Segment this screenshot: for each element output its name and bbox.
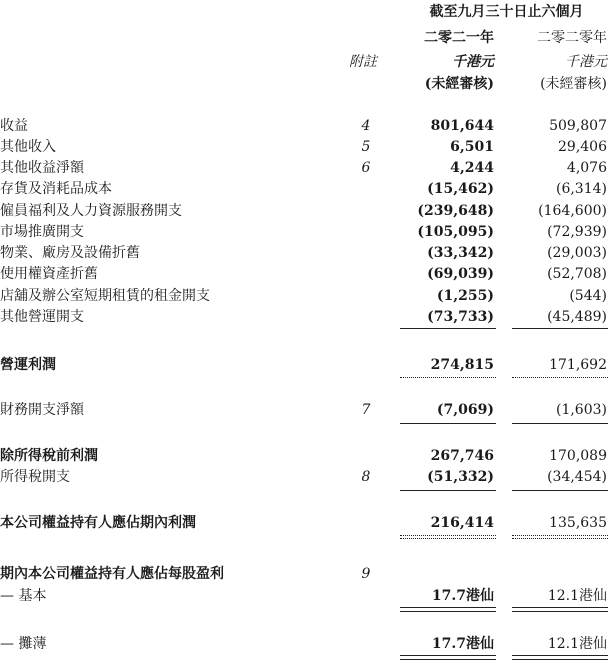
row-value-2020: 135,635 [549, 515, 607, 531]
row-value-2020: (164,600) [538, 203, 607, 219]
row-label-operating-profit: 營運利潤 [0, 357, 56, 373]
row-value-2021: 4,244 [450, 160, 494, 176]
row-value-2020: (1,603) [555, 402, 607, 418]
subtotal-rule [512, 490, 608, 491]
row-label-income-tax: 所得稅開支 [0, 469, 70, 485]
row-value-2021: (105,095) [417, 224, 494, 240]
grand-total-rule [400, 535, 496, 539]
row-value-2021: (239,648) [417, 203, 494, 219]
row-label-short-term-lease: 店舖及辦公室短期租賃的租金開支 [0, 288, 210, 304]
col1-unit: 千港元 [452, 54, 494, 70]
row-label-marketing: 市場推廣開支 [0, 224, 84, 240]
period-heading: 截至九月三十日止六個月 [429, 4, 584, 20]
row-note: 9 [361, 566, 371, 582]
col2-audit: (未經審核) [540, 76, 607, 92]
row-value-2021: (1,255) [436, 288, 494, 304]
row-label-other-income: 其他收入 [0, 139, 56, 155]
row-note: 8 [361, 469, 371, 485]
row-value-2021: 274,815 [430, 357, 494, 373]
row-value-2021: 6,501 [450, 139, 494, 155]
row-note: 5 [361, 139, 371, 155]
row-value-2020: (29,003) [547, 245, 607, 261]
subtotal-rule [400, 490, 496, 491]
row-value-2020: (45,489) [547, 309, 607, 325]
row-value-2021: (33,342) [427, 245, 494, 261]
row-label-profit-before-tax: 除所得稅前利潤 [0, 448, 98, 464]
row-value-2021: (73,733) [427, 309, 494, 325]
row-value-2020: (72,939) [547, 224, 607, 240]
double-rule [400, 607, 496, 612]
notes-label: 附註 [349, 54, 377, 70]
subtotal-rule [400, 328, 496, 329]
row-note: 4 [361, 118, 371, 134]
col2-unit: 千港元 [565, 54, 607, 70]
total-rule [512, 377, 608, 378]
row-value-2020: (52,708) [547, 266, 607, 282]
row-value-2020: 170,089 [549, 448, 607, 464]
row-value-2020: (6,314) [555, 181, 607, 197]
col1-year: 二零二一年 [424, 30, 494, 46]
row-label-eps-basic: — 基本 [0, 588, 47, 604]
double-rule [512, 607, 608, 612]
row-label-employee-benefits: 僱員福利及人力資源服務開支 [0, 203, 182, 219]
row-label-other-opex: 其他營運開支 [0, 309, 84, 325]
row-label-revenue: 收益 [0, 118, 28, 134]
row-value-2021: (7,069) [436, 402, 494, 418]
row-note: 6 [361, 160, 371, 176]
row-value-2021: (69,039) [427, 266, 494, 282]
row-value-2021: 216,414 [430, 515, 494, 531]
row-value-2021: 17.7港仙 [431, 588, 494, 604]
row-value-2021: 17.7港仙 [431, 636, 494, 652]
double-rule [400, 655, 496, 660]
row-label-inventory-cost: 存貨及消耗品成本 [0, 181, 112, 197]
row-value-2021: 801,644 [430, 118, 494, 134]
double-rule [512, 655, 608, 660]
row-label-finance-costs: 財務開支淨額 [0, 402, 84, 418]
subtotal-rule [512, 328, 608, 329]
row-label-ppe-depreciation: 物業、廠房及設備折舊 [0, 245, 140, 261]
row-label-eps-diluted: — 攤薄 [0, 636, 47, 652]
grand-total-rule [512, 535, 608, 539]
row-note: 7 [361, 402, 371, 418]
row-value-2020: 12.1港仙 [547, 636, 607, 652]
row-value-2021: (15,462) [427, 181, 494, 197]
subtotal-rule [512, 423, 608, 424]
row-value-2020: 171,692 [549, 357, 607, 373]
row-label-eps: 期內本公司權益持有人應佔每股盈利 [0, 566, 224, 582]
row-value-2020: 4,076 [566, 160, 607, 176]
row-value-2020: 29,406 [558, 139, 607, 155]
total-rule [400, 377, 496, 378]
col1-audit: (未經審核) [424, 76, 494, 92]
row-label-profit-attributable: 本公司權益持有人應佔期內利潤 [0, 515, 196, 531]
row-value-2020: 12.1港仙 [547, 588, 607, 604]
row-value-2021: 267,746 [430, 448, 494, 464]
row-value-2020: (34,454) [547, 469, 607, 485]
row-value-2020: (544) [569, 288, 607, 304]
row-value-2020: 509,807 [549, 118, 607, 134]
col2-year: 二零二零年 [537, 30, 607, 46]
row-label-rou-depreciation: 使用權資產折舊 [0, 266, 98, 282]
row-label-other-gains: 其他收益淨額 [0, 160, 84, 176]
row-value-2021: (51,332) [427, 469, 494, 485]
subtotal-rule [400, 423, 496, 424]
